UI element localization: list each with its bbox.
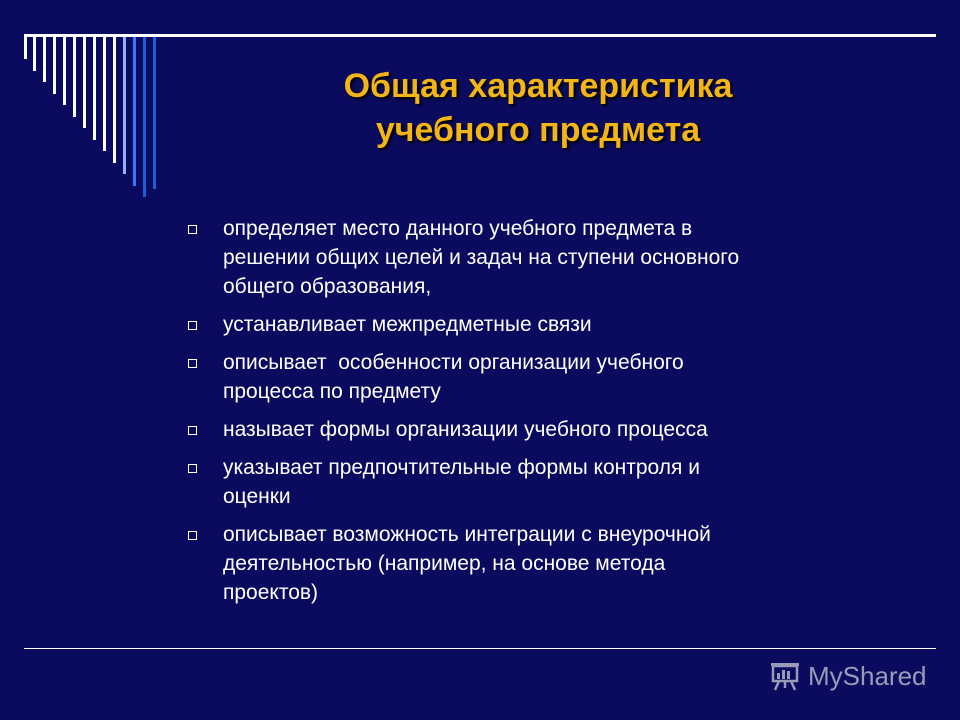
top-rule <box>24 34 936 37</box>
bullet-item <box>188 415 888 444</box>
hollow-square-bullet-icon <box>188 464 197 473</box>
hollow-square-bullet-icon <box>188 321 197 330</box>
decorative-bar <box>73 37 76 117</box>
hollow-square-bullet-icon <box>188 359 197 368</box>
decorative-bar <box>103 37 106 151</box>
bullet-item <box>188 453 888 511</box>
decorative-bar <box>63 37 66 105</box>
bullet-item <box>188 348 888 406</box>
bullet-text: определяет место данного учебного предмета в решении общих целей и задач на ступени основного общего образования, <box>223 217 740 298</box>
decorative-bar <box>24 37 27 59</box>
decorative-bar <box>33 37 36 71</box>
bullet-item <box>188 310 888 339</box>
decorative-bar <box>93 37 96 140</box>
decorative-bar <box>43 37 46 82</box>
hollow-square-bullet-icon <box>188 531 197 540</box>
decorative-bar <box>83 37 86 128</box>
bullet-list <box>188 214 888 616</box>
decorative-bar <box>153 37 156 189</box>
bullet-text: называет формы организации учебного процесса <box>223 418 708 441</box>
decorative-bar <box>53 37 56 94</box>
slide-title <box>258 64 818 152</box>
bullet-item <box>188 520 888 607</box>
presentation-board-icon <box>768 659 802 693</box>
watermark <box>768 656 927 696</box>
decorative-bar <box>123 37 126 174</box>
title-line-2: учебного предмета <box>375 111 701 149</box>
bottom-rule <box>24 648 936 649</box>
decorative-bar <box>143 37 146 197</box>
title-line-1: Общая характеристика <box>343 67 733 105</box>
bullet-text: описывает особенности организации учебного процесса по предмету <box>223 351 684 403</box>
bullet-text: указывает предпочтительные формы контроля и оценки <box>223 456 700 508</box>
hollow-square-bullet-icon <box>188 426 197 435</box>
hollow-square-bullet-icon <box>188 225 197 234</box>
decorative-bar <box>113 37 116 163</box>
bullet-text: описывает возможность интеграции с внеурочной деятельностью (например, на основе метода проектов) <box>223 523 711 604</box>
watermark-text: MyShared <box>808 661 927 691</box>
bullet-item <box>188 214 888 301</box>
decorative-bar <box>133 37 136 186</box>
bullet-text: устанавливает межпредметные связи <box>223 313 592 336</box>
